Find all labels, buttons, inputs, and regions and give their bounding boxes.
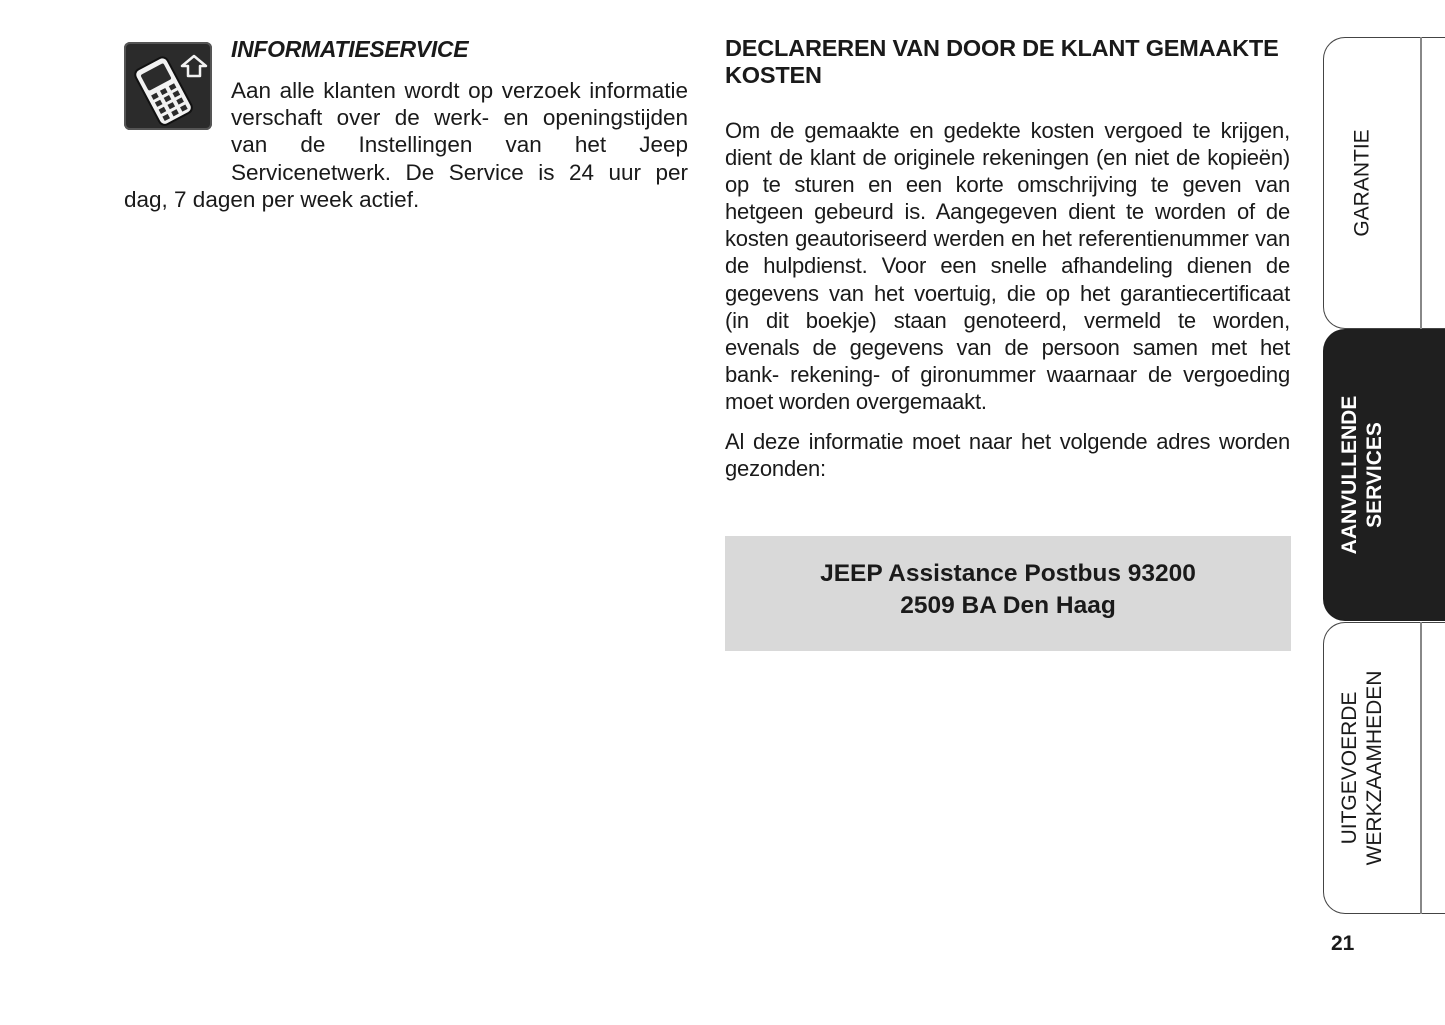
address-box [725, 536, 1291, 651]
address-line-2: 2509 BA Den Haag [900, 592, 1116, 619]
info-service-body: Aan alle klanten wordt op verzoek informatie verschaft over de werk- en openingstijden van de Instellingen van het Jeep Servicenetwerk. De Service is 24 uur per dag, 7 dagen per week actief. [124, 78, 688, 212]
info-service-title: INFORMATIESERVICE [231, 36, 469, 62]
tab-services-line-1: AANVULLENDE [1338, 395, 1361, 555]
page-number: 21 [1331, 932, 1355, 955]
claims-paragraph-2: Al deze informatie moet naar het volgende adres worden gezonden: [725, 429, 1290, 482]
tab-uitgevoerde-werkzaamheden[interactable] [1323, 622, 1445, 914]
info-service-text [124, 77, 688, 213]
icon-spacer [124, 77, 231, 159]
tab-services-label [1337, 396, 1387, 555]
tab-garantie-label: GARANTIE [1350, 129, 1374, 237]
tab-werk-line-1: UITGEVOERDE [1338, 691, 1361, 845]
tab-werk-line-2: WERKZAAMHEDEN [1363, 670, 1386, 866]
claims-title: DECLAREREN VAN DOOR DE KLANT GEMAAKTE KOSTEN [725, 35, 1279, 88]
tab-divider [1420, 622, 1422, 914]
tab-services-line-2: SERVICES [1363, 422, 1386, 528]
tab-aanvullende-services[interactable] [1323, 329, 1445, 621]
address-line-1: JEEP Assistance Postbus 93200 [820, 560, 1196, 587]
claims-paragraph-1: Om de gemaakte en gedekte kosten vergoed te krijgen, dient de klant de originele rekeningen (en niet de kopieën) op te sturen en een korte omschrijving te geven van hetgeen gebeurd is. Aangegeven dient te worden of de kosten geautoriseerd werden en het referentienummer van de hulpdienst. Voor een snelle afhandeling dienen de gegevens van het voertuig, die op het garantiecertificaat (in dit boekje) staan genoteerd, vermeld te worden, evenals de gegevens van de persoon samen met het bank- rekening- of gironummer waarnaar de vergoeding moet worden overgemaakt. [725, 118, 1290, 414]
claims-body [725, 117, 1290, 495]
tab-werk-label [1337, 671, 1387, 866]
tab-garantie[interactable] [1323, 37, 1445, 329]
tab-divider [1420, 37, 1422, 329]
